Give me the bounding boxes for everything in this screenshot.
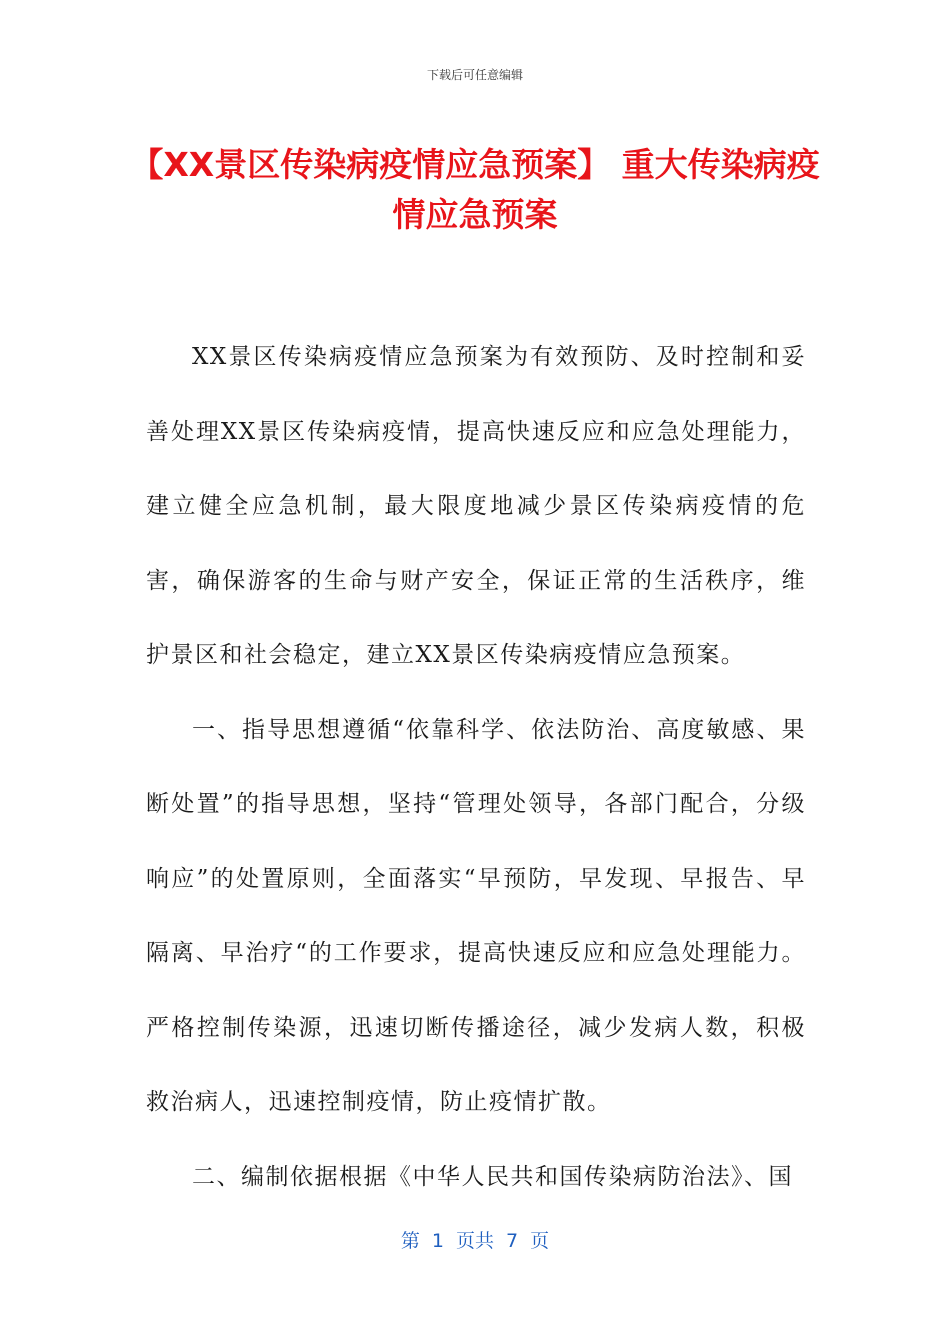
paragraph-guiding-principles: 一、指导思想遵循“依靠科学、依法防治、高度敏感、果断处置”的指导思想，坚持“管理处领导，各部门配合，分级响应”的处置原则，全面落实“早预防，早发现、早报告、早隔离、早治疗“的工作要求，提高快速反应和应急处理能力。严格控制传染源，迅速切断传播途径，减少发病人数，积极救治病人，迅速控制疫情，防止疫情扩散。 — [146, 716, 806, 1115]
footer-middle: 页共 — [455, 1230, 494, 1252]
paragraph-intro: XX景区传染病疫情应急预案为有效预防、及时控制和妥善处理XX景区传染病疫情，提高快速反应和应急处理能力，建立健全应急机制，最大限度地减少景区传染病疫情的危害，确保游客的生命与财产安全，保证正常的生活秩序，维护景区和社会稳定，建立XX景区传染病疫情应急预案。 — [146, 344, 806, 668]
footer-total-pages: 7 — [506, 1230, 519, 1252]
page-footer — [0, 1226, 950, 1253]
document-title: 【XX景区传染病疫情应急预案】 重大传染病疫情应急预案 — [130, 145, 820, 234]
paragraph-basis: 二、编制依据根据《中华人民共和国传染病防治法》、国 — [192, 1163, 793, 1190]
footer-suffix: 页 — [530, 1230, 550, 1252]
document-body — [146, 320, 806, 1214]
header-note: 下载后可任意编辑 — [426, 68, 523, 82]
footer-current-page: 1 — [431, 1230, 444, 1252]
footer-prefix: 第 — [400, 1230, 420, 1252]
